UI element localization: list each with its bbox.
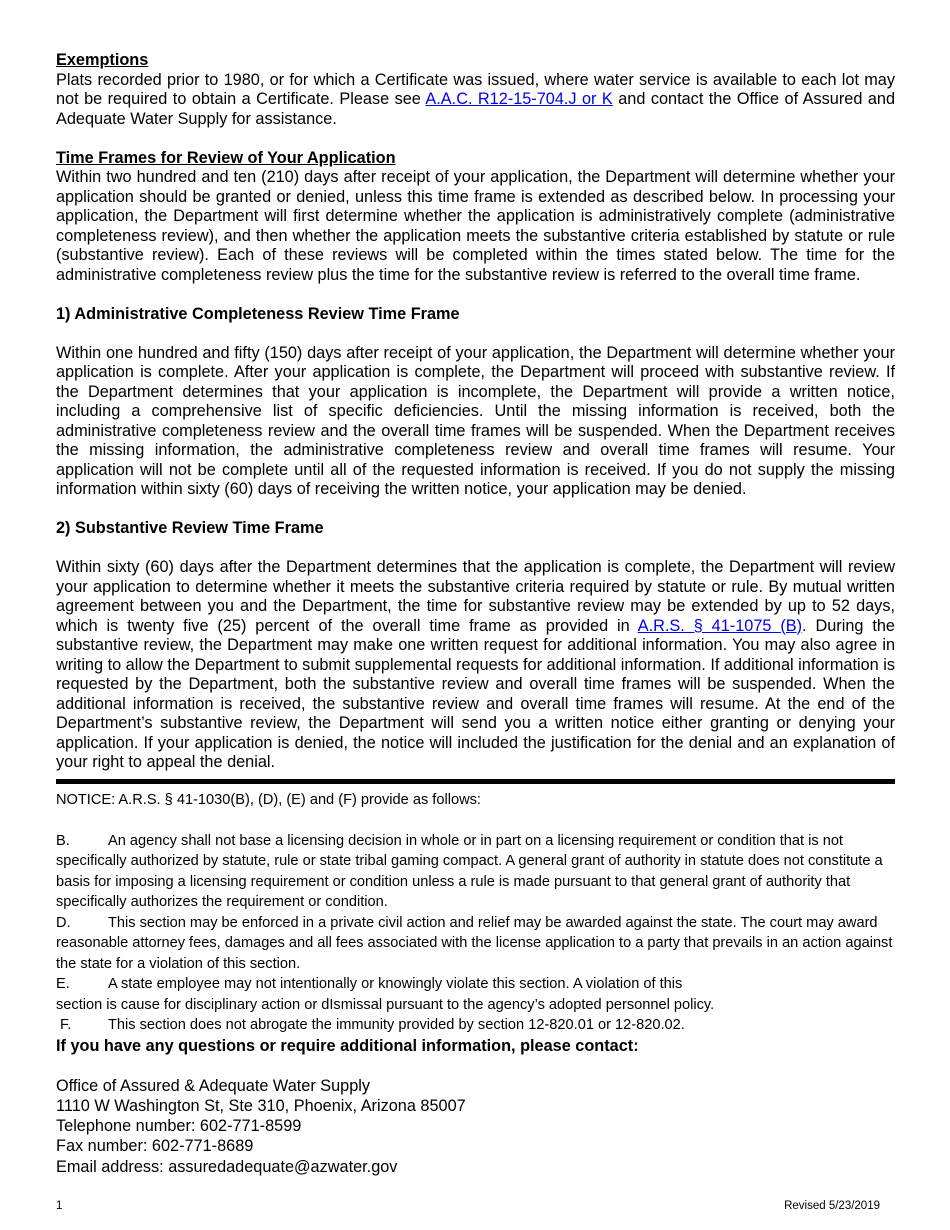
notice-item-e-continued: section is cause for disciplinary action or dIsmissal pursuant to the agency’s adopted personnel policy. [56, 996, 715, 1013]
notice-item-letter: B. [56, 832, 70, 849]
notice-item-text: An agency shall not base a licensing decision in whole or in part on a licensing requirement or condition that is not specifically authorized by statute, rule or state tribal gaming compact. A general grant of authority in statute does not constitute a basis for imposing a licensing requirement or condition unless a rule is made pursuant to that general grant of authority that specifically authorizes the requirement or condition. [56, 832, 883, 910]
notice-item-letter: D. [56, 914, 71, 931]
notice-item-e [56, 974, 895, 995]
notice-item-letter: E. [56, 976, 70, 992]
contact-block [56, 1056, 895, 1177]
contact-address: 1110 W Washington St, Ste 310, Phoenix, Arizona 85007 [56, 1096, 466, 1115]
time-frames-paragraph: Within two hundred and ten (210) days after receipt of your application, the Department will determine whether your application should be granted or denied, unless this time frame is extended as described below. In processing your application, the Department will first determine whether the application is administratively complete (administrative completeness review), and then whether the application meets the substantive criteria established by statute or rule (substantive review). Each of these reviews will be completed within the times stated below. The time for the administrative completeness review plus the time for the substantive review is referred to the overall time frame. [56, 168, 895, 284]
substantive-review-heading: 2) Substantive Review Time Frame [56, 519, 324, 537]
exemptions-paragraph [56, 71, 895, 130]
aac-rule-link[interactable]: A.A.C. R12-15-704.J or K [425, 90, 613, 108]
time-frames-heading: Time Frames for Review of Your Application [56, 148, 396, 167]
notice-item-f [56, 1015, 895, 1036]
revised-date: Revised 5/23/2019 [784, 1200, 880, 1212]
spacer [56, 810, 895, 831]
notice-item-letter: F. [60, 1017, 72, 1033]
notice-intro: NOTICE: A.R.S. § 41-1030(B), (D), (E) and (F) provide as follows: [56, 791, 481, 808]
section-divider [56, 779, 895, 784]
notice-item-text: This section may be enforced in a private civil action and relief may be awarded against the state. The court may award reasonable attorney fees, damages and all fees associated with the license application to a party that prevails in an action against the state for a violation of this section. [56, 914, 893, 972]
contact-office: Office of Assured & Adequate Water Supply [56, 1076, 371, 1095]
admin-review-heading: 1) Administrative Completeness Review Time Frame [56, 304, 460, 323]
spacer [56, 500, 895, 520]
notice-item-b [56, 831, 895, 913]
spacer [56, 285, 895, 305]
exemptions-text-end: and contact the Office of Assured and Adequate Water Supply for assistance. [56, 90, 895, 128]
spacer [56, 324, 895, 344]
contact-telephone: Telephone number: 602-771-8599 [56, 1117, 302, 1136]
substantive-review-paragraph [56, 558, 895, 773]
notice-section [56, 790, 895, 1036]
notice-item-d [56, 913, 895, 975]
spacer [56, 129, 895, 149]
contact-heading: If you have any questions or require additional information, please contact: [56, 1036, 639, 1055]
spacer [56, 539, 895, 559]
spacer [56, 1056, 895, 1076]
substantive-text-start: Within sixty (60) days after the Department determines that the application is complete, the Department will review your application to determine whether it meets the substantive criteria required by statute or rule. By mutual written agreement between you and the Department, the time for substantive review may be extended by up to 52 days, which is twenty five (25) percent of the overall time frame as provided in [56, 558, 895, 635]
ars-41-1075-link[interactable]: A.R.S. § 41-1075 (B) [637, 616, 803, 635]
page-number: 1 [56, 1200, 63, 1212]
substantive-text-end: . During the substantive review, the Department may make one written request for additional information. You may also agree in writing to allow the Department to submit supplemental requests for additional information. If additional information is requested by the Department, both the substantive review and overall time frames will be suspended. When the additional information is received, the substantive review and overall time frames will resume. At the end of the Department’s substantive review, the Department will send you a written notice either granting or denying your application. If your application is denied, the notice will included the justification for the denial and an explanation of your right to appeal the denial. [56, 616, 895, 771]
exemptions-text-start: Plats recorded prior to 1980, or for which a Certificate was issued, where water service is available to each lot may not be required to obtain a Certificate. Please see [56, 70, 895, 108]
contact-email: Email address: assuredadequate@azwater.gov [56, 1157, 398, 1176]
contact-fax: Fax number: 602-771-8689 [56, 1137, 254, 1156]
notice-item-text: A state employee may not intentionally or knowingly violate this section. A violation of this [108, 976, 683, 992]
notice-item-text: This section does not abrogate the immunity provided by section 12-820.01 or 12-820.02. [108, 1017, 685, 1033]
admin-review-paragraph: Within one hundred and fifty (150) days after receipt of your application, the Department will determine whether your application is complete. After your application is complete, the Department will proceed with substantive review. If the Department determines that your application is incomplete, the Department will provide a written notice, including a comprehensive list of specific deficiencies. Until the missing information is received, both the administrative completeness review and the overall time frames will be suspended. When the Department receives the missing information, the administrative completeness review and overall time frames will resume. Your application will not be complete until all of the requested information is received. If you do not supply the missing information within sixty (60) days of receiving the written notice, your application may be denied. [56, 343, 895, 498]
exemptions-heading: Exemptions [56, 51, 149, 69]
main-content [56, 51, 895, 773]
